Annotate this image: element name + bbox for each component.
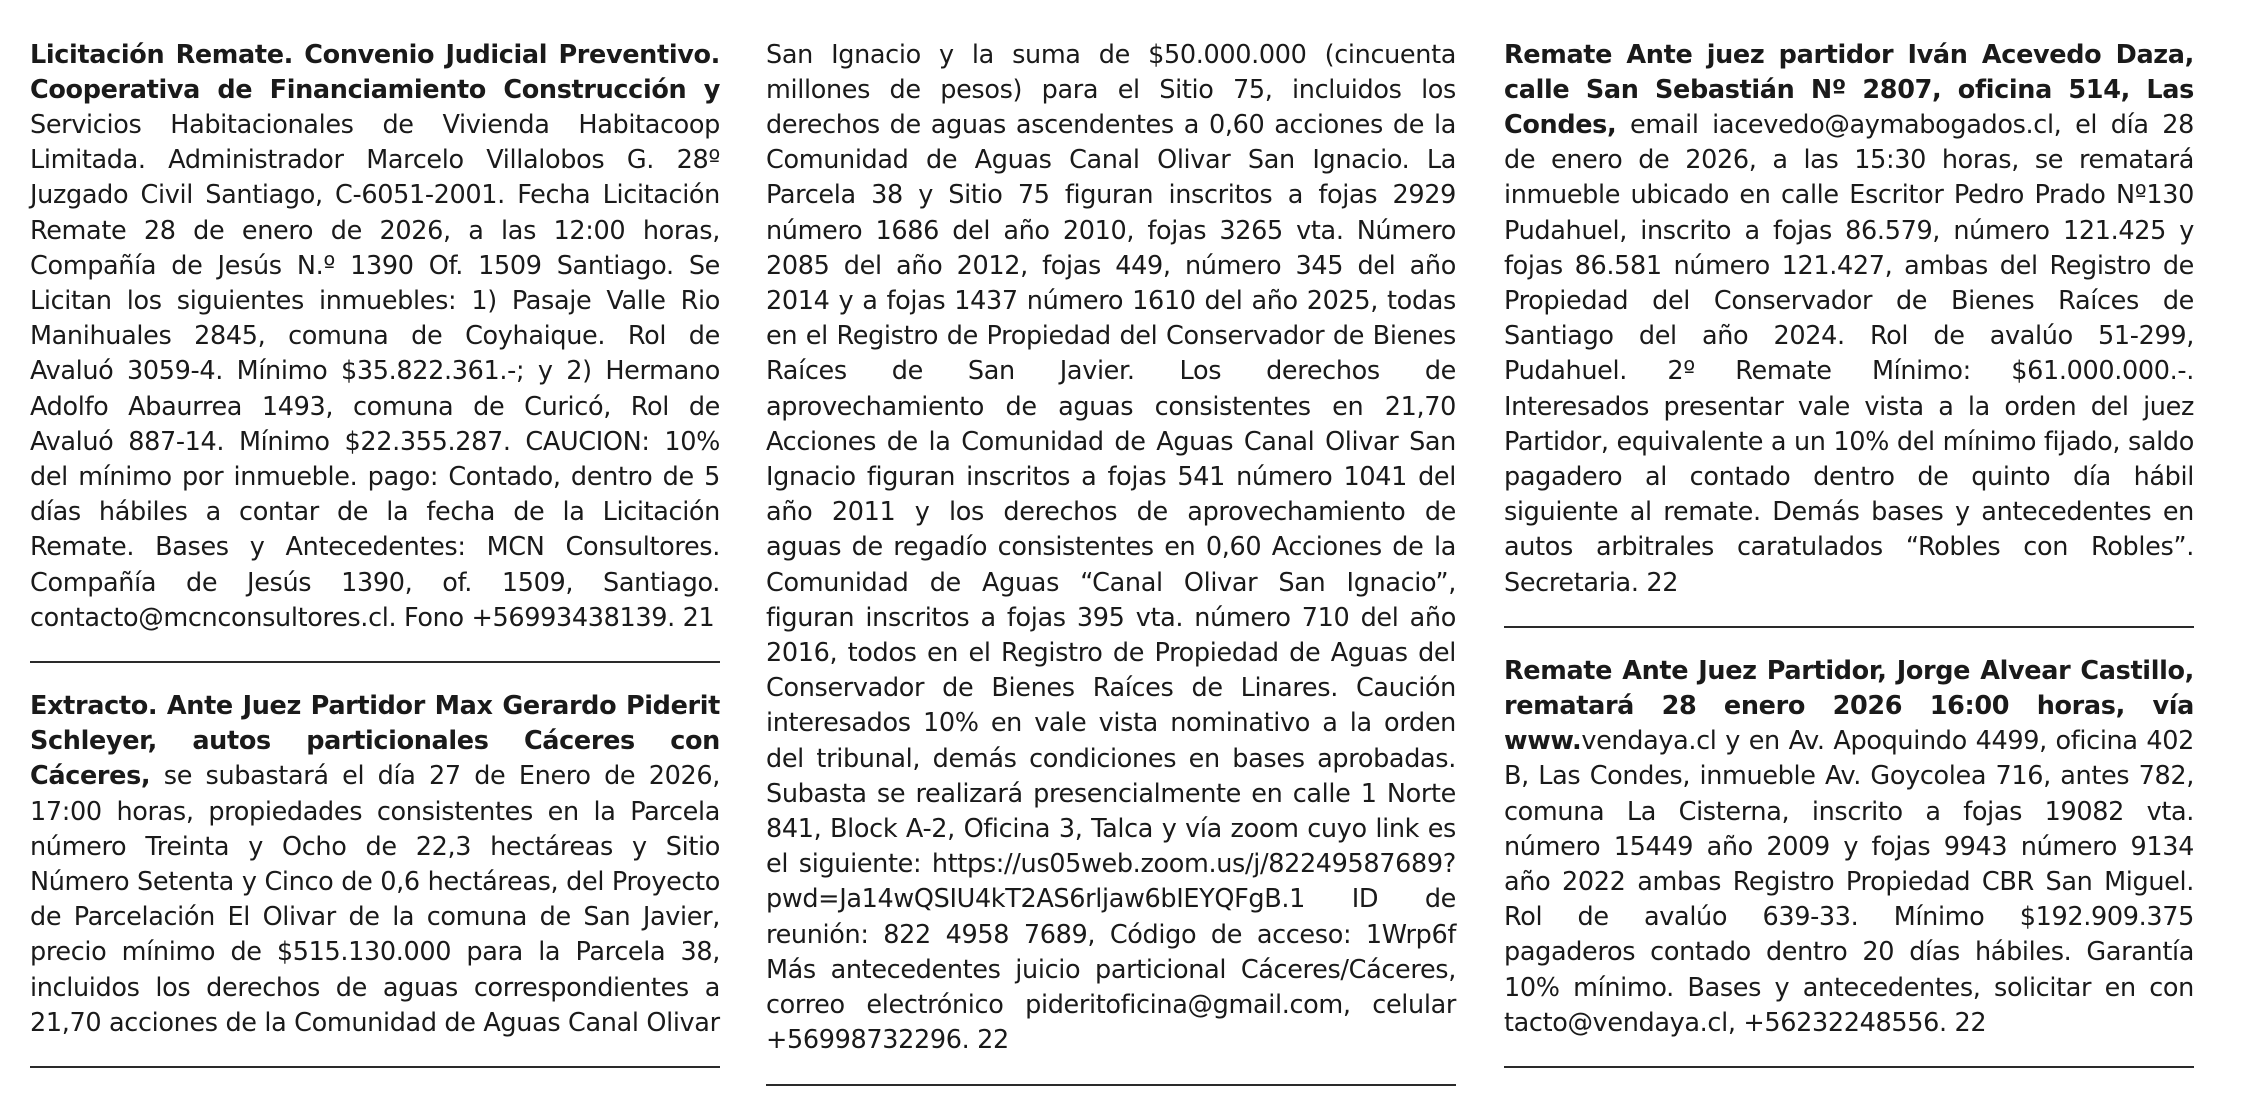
notice-extracto-continuation — [766, 38, 1456, 1059]
column-2 — [766, 12, 1456, 1108]
notice-body: email iacevedo@aymabogados.cl, el día 28 de enero de 2026, a las 15:30 horas, se rematará inmueble ubicado en calle Escritor Pedro Prado Nº130 Pudahuel, inscrito a fojas 86.579, número 121.425 y fojas 86.581 número 121.427, ambas del Registro de Propiedad del Conservador de Bienes Raíces de Santiago del año 2024. Rol de avalúo 51-299, Pudahuel. 2º Remate Mínimo: $61.000.000.-. Interesados presentar vale vista a la orden del juez Partidor, equivalente a un 10% del mínimo fijado, saldo pagadero al contado dentro de quinto día hábil siguiente al remate. Demás bases y antecedentes en autos arbitrales caratulados “Robles con Robles”. Secretaria. 22 — [1504, 109, 2194, 598]
notice-heading: Licitación Remate. Convenio Judicial Preventivo. Cooperativa de Financiamiento Construcción y — [30, 39, 720, 105]
notice-divider — [1504, 1066, 2194, 1068]
notice-body: Servicios Habitacionales de Vivienda Habitacoop Limitada. Administrador Marcelo Villalobos G. 28º Juzgado Civil Santiago, C-6051-2001. Fecha Licitación Remate 28 de enero de 2026, a las 12:00 horas, Compañía de Jesús N.º 1390 Of. 1509 Santiago. Se Licitan los siguientes inmuebles: 1) Pasaje Valle Rio Manihuales 2845, comuna de Coyhaique. Rol de Avaluó 3059-4. Mínimo $35.822.361.-; y 2) Hermano Adolfo Abaurrea 1493, comuna de Curicó, Rol de Avaluó 887-14. Mínimo $22.355.287. CAUCION: 10% del mínimo por inmueble. pago: Contado, dentro de 5 días hábiles a contar de la fecha de la Licitación Remate. Bases y Antecedentes: MCN Consultores. Compañía de Jesús 1390, of. 1509, Santiago. contacto@mcnconsultores.cl. Fono +56993438139. 21 — [30, 109, 720, 633]
column-1 — [30, 12, 720, 1090]
notice-body: vendaya.cl y en Av. Apoquindo 4499, oficina 402 B, Las Condes, inmueble Av. Goycolea 716, antes 782, comuna La Cisterna, inscrito a fojas 19082 vta. número 15449 año 2009 y fojas 9943 número 9134 año 2022 ambas Registro Propiedad CBR San Miguel. Rol de avalúo 639-33. Mínimo $192.909.375 pagaderos contado dentro 20 días hábiles. Garantía 10% mínimo. Bases y antecedentes, solicitar en con tacto@vendaya.cl, +56232248556. 22 — [1504, 726, 2194, 1038]
notice-heading: Remate Ante juez partidor Iván Acevedo Daza, calle San Sebastián Nº 2807, oficina 514, Las Condes, — [1504, 39, 2194, 140]
notice-divider — [30, 661, 720, 663]
notice-body: San Ignacio y la suma de $50.000.000 (cincuenta millones de pesos) para el Sitio 75, incluidos los derechos de aguas ascendentes a 0,60 acciones de la Comunidad de Aguas Canal Olivar San Ignacio. La Parcela 38 y Sitio 75 figuran inscritos a fojas 2929 número 1686 del año 2010, fojas 3265 vta. Número 2085 del año 2012, fojas 449, número 345 del año 2014 y a fojas 1437 número 1610 del año 2025, todas en el Registro de Propiedad del Conservador de Bienes Raíces de San Javier. Los derechos de aprovechamiento de aguas consistentes en 21,70 Acciones de la Comunidad de Aguas Canal Olivar San Ignacio figuran inscritos a fojas 541 número 1041 del año 2011 y los derechos de aprovechamiento de aguas de regadío consistentes en 0,60 Acciones de la Comunidad de Aguas “Canal Olivar San Ignacio”, figuran inscritos a fojas 395 vta. número 710 del año 2016, todos en el Registro de Propiedad de Aguas del Conservador de Bienes Raíces de Linares. Caución interesados 10% en vale vista nominativo a la orden del tribunal, demás condiciones en bases aprobadas. Subasta se realizará presencialmente en calle 1 Norte 841, Block A-2, Oficina 3, Talca y vía zoom cuyo link es el siguiente: https://us05web.zoom.us/j/82249587689?pwd=Ja14wQSIU4kT2AS6rljaw6bIEYQFgB.1 ID de reunión: 822 4958 7689, Código de acceso: 1Wrp6f Más antecedentes juicio particional Cáceres/Cáceres, correo electrónico pideritoficina@gmail.com, celular +56998732296. 22 — [766, 39, 1456, 1056]
notice-body: se subastará el día 27 de Enero de 2026, 17:00 horas, propiedades consistentes en la Parcela número Treinta y Ocho de 22,3 hectáreas y Sitio Número Setenta y Cinco de 0,6 hectáreas, del Proyecto de Parcelación El Olivar de la comuna de San Javier, precio mínimo de $515.130.000 para la Parcela 38, incluidos los derechos de aguas correspondientes a 21,70 acciones de la Comunidad de Aguas Canal Olivar — [30, 761, 720, 1038]
notice-extracto-piderit — [30, 689, 720, 1041]
notice-divider — [1504, 626, 2194, 628]
notice-remate-acevedo — [1504, 38, 2194, 601]
notice-divider — [30, 1066, 720, 1068]
notice-divider — [766, 1084, 1456, 1086]
notice-remate-alvear — [1504, 654, 2194, 1041]
notice-licitacion-habitacoop — [30, 38, 720, 636]
column-3 — [1504, 12, 2194, 1090]
notice-heading: Extracto. Ante Juez Partidor Max Gerardo Piderit Schleyer, autos particionales Cáceres con Cáceres, — [30, 690, 720, 792]
notice-heading: Remate Ante Juez Partidor, Jorge Alvear Castillo, rematará 28 enero 2026 16:00 horas, vía www. — [1504, 655, 2194, 757]
